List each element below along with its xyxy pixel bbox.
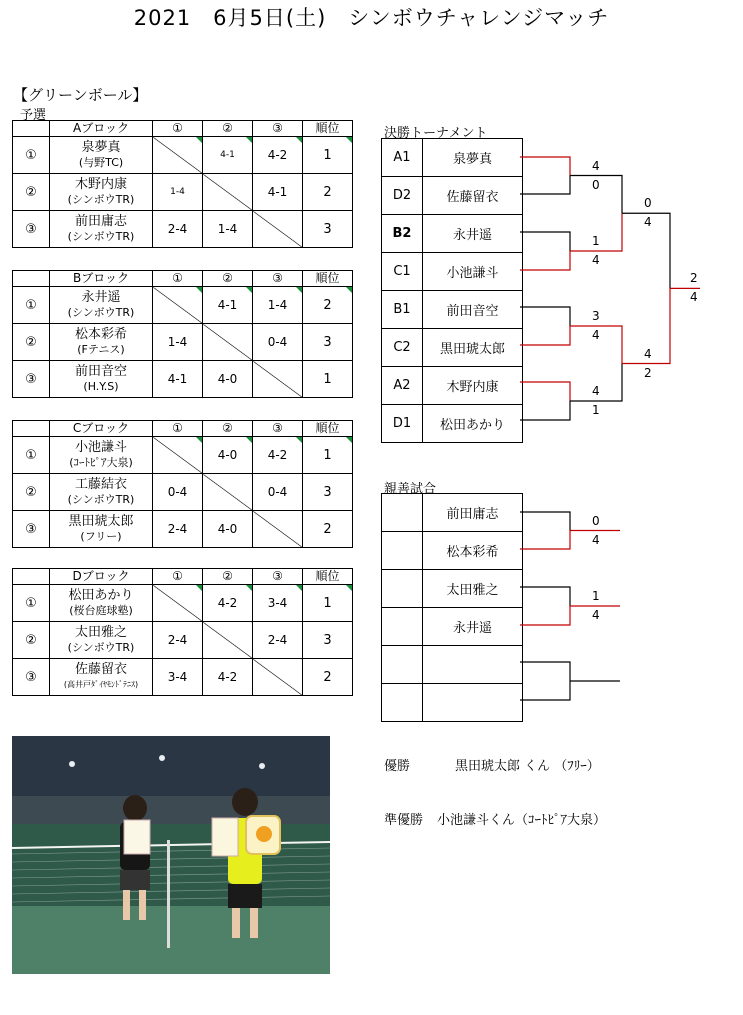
rank-cell: 3 (303, 622, 353, 659)
friendly-blank-cell (382, 684, 423, 722)
bracket-entry (382, 215, 523, 253)
score-cell: 4-0 (203, 511, 253, 548)
player-club: (高井戸ﾀﾞｲﾔﾓﾝﾄﾞﾃﾆｽ) (63, 680, 139, 689)
player-club: (シンボウTR) (67, 493, 135, 506)
group-header-cell: 順位 (303, 121, 353, 137)
rank-cell: 2 (303, 659, 353, 696)
match-score: 1 (592, 403, 600, 417)
score-cell: 2-4 (153, 211, 203, 248)
seed-cell: C2 (382, 329, 423, 367)
group-title: Bブロック (50, 271, 153, 287)
player-number: ② (13, 622, 50, 659)
bracket-winner-line (520, 157, 570, 176)
friendly-player-name: 松本彩希 (423, 532, 523, 570)
group-header-corner (13, 421, 50, 437)
self-match-cell (203, 474, 253, 511)
player-cell (50, 659, 153, 696)
bracket-entry (382, 405, 523, 443)
cell-marker-icon (346, 585, 352, 591)
winner-name: 黒田琥太郎 くん （ﾌﾘｰ） (455, 759, 600, 774)
player-name: 小池謙斗 (74, 440, 127, 455)
player-club: (フリー) (80, 530, 122, 543)
player-cell (50, 211, 153, 248)
seed-cell: D1 (382, 405, 423, 443)
score-cell: 1-4 (153, 174, 203, 211)
match-score: 1 (592, 234, 600, 248)
award-photo (12, 736, 330, 974)
semifinal-score: 4 (644, 215, 652, 230)
cell-marker-icon (196, 437, 202, 443)
score-cell: 4-2 (203, 659, 253, 696)
score-cell: 0-4 (253, 324, 303, 361)
rank-cell: 3 (303, 324, 353, 361)
friendly-blank-cell (382, 646, 423, 684)
group-header-cell: ① (153, 569, 203, 585)
cell-marker-icon (346, 437, 352, 443)
player-club: (シンボウTR) (67, 230, 135, 243)
bracket-winner-line (520, 606, 570, 625)
winner-label: 優勝 (384, 759, 411, 774)
friendly-entry (382, 494, 523, 532)
score-cell: 2-4 (253, 622, 303, 659)
cell-marker-icon (196, 287, 202, 293)
prelim-label: 予選 (20, 108, 47, 123)
score-cell: 1-4 (203, 211, 253, 248)
group-table (12, 270, 353, 398)
group-header-cell: ③ (253, 569, 303, 585)
rank-cell: 3 (303, 474, 353, 511)
player-club: (ｺｰﾄﾋﾟｱ大泉) (69, 456, 133, 469)
seed-cell: B2 (382, 215, 423, 253)
player-number: ① (13, 137, 50, 174)
group-header-cell: ② (203, 271, 253, 287)
group-table (12, 120, 353, 248)
group-title: Aブロック (50, 121, 153, 137)
score-cell: 4-2 (253, 437, 303, 474)
bracket-line (520, 232, 570, 251)
player-name: 太田雅之 (74, 625, 127, 640)
rank-cell: 1 (303, 137, 353, 174)
self-match-cell (153, 287, 203, 324)
player-number: ① (13, 585, 50, 622)
rank-cell: 2 (303, 287, 353, 324)
player-name: 佐藤留衣 (74, 662, 127, 677)
group-header-cell: ③ (253, 271, 303, 287)
category-label: 【グリーンボール】 (13, 86, 148, 104)
bracket-player-name: 木野内康 (423, 367, 523, 405)
rank-cell: 1 (303, 361, 353, 398)
player-number: ② (13, 324, 50, 361)
score-cell: 1-4 (253, 287, 303, 324)
group-row (13, 361, 353, 398)
match-score: 4 (592, 384, 600, 398)
player-number: ② (13, 474, 50, 511)
score-cell: 4-1 (203, 137, 253, 174)
group-header-cell: ① (153, 121, 203, 137)
self-match-cell (153, 137, 203, 174)
player-name: 泉夢真 (81, 140, 121, 155)
player-number: ① (13, 437, 50, 474)
bracket-entry (382, 291, 523, 329)
player-cell (50, 324, 153, 361)
self-match-cell (253, 659, 303, 696)
group-row (13, 174, 353, 211)
bracket-player-name: 小池謙斗 (423, 253, 523, 291)
cell-marker-icon (296, 437, 302, 443)
seed-cell: A1 (382, 139, 423, 177)
group-title: Cブロック (50, 421, 153, 437)
group-row (13, 585, 353, 622)
match-score: 3 (592, 309, 600, 323)
cell-marker-icon (296, 287, 302, 293)
score-cell: 4-0 (203, 437, 253, 474)
match-score: 0 (592, 177, 600, 192)
bracket-line (520, 512, 570, 531)
friendly-table (381, 493, 523, 722)
group-header-cell: ② (203, 121, 253, 137)
score-cell: 3-4 (153, 659, 203, 696)
player-club: (桜台庭球塾) (69, 604, 133, 617)
player-name: 永井遥 (81, 290, 121, 305)
friendly-entry (382, 646, 523, 684)
cell-marker-icon (246, 437, 252, 443)
friendly-score: 0 (592, 513, 600, 528)
self-match-cell (253, 211, 303, 248)
score-cell: 2-4 (153, 511, 203, 548)
cell-marker-icon (296, 585, 302, 591)
player-number: ② (13, 174, 50, 211)
friendly-entry (382, 684, 523, 722)
self-match-cell (203, 324, 253, 361)
cell-marker-icon (196, 137, 202, 143)
friendly-entry (382, 532, 523, 570)
player-club: (H.Y.S) (83, 380, 119, 393)
player-name: 松田あかり (68, 588, 134, 603)
player-number: ③ (13, 211, 50, 248)
semifinal-score: 0 (644, 196, 652, 211)
rank-cell: 2 (303, 174, 353, 211)
player-name: 松本彩希 (74, 327, 127, 342)
runnerup-name: 小池謙斗くん（ｺｰﾄﾋﾟｱ大泉） (437, 813, 607, 828)
player-number: ① (13, 287, 50, 324)
player-cell (50, 361, 153, 398)
player-cell (50, 287, 153, 324)
group-header-cell: ② (203, 569, 253, 585)
player-number: ③ (13, 659, 50, 696)
runnerup-label: 準優勝 (384, 813, 424, 828)
player-name: 前田庸志 (74, 214, 127, 229)
final-label: 決勝トーナメント (384, 126, 488, 141)
rank-cell: 2 (303, 511, 353, 548)
self-match-cell (153, 585, 203, 622)
bracket-winner-line (520, 531, 570, 550)
bracket-player-name: 永井遥 (423, 215, 523, 253)
player-cell (50, 474, 153, 511)
score-cell: 2-4 (153, 622, 203, 659)
player-number: ③ (13, 511, 50, 548)
match-score: 4 (592, 253, 600, 267)
player-club: (シンボウTR) (67, 641, 135, 654)
player-name: 木野内康 (74, 177, 127, 192)
group-row (13, 622, 353, 659)
bracket-entry (382, 253, 523, 291)
cell-marker-icon (196, 585, 202, 591)
cell-marker-icon (246, 287, 252, 293)
group-row (13, 659, 353, 696)
group-row (13, 474, 353, 511)
group-header-corner (13, 569, 50, 585)
group-row (13, 287, 353, 324)
cell-marker-icon (346, 137, 352, 143)
score-cell: 4-1 (203, 287, 253, 324)
bracket-line (520, 401, 570, 420)
bracket-player-name: 泉夢真 (423, 139, 523, 177)
player-cell (50, 585, 153, 622)
friendly-player-name (423, 684, 523, 722)
semifinal-score: 2 (644, 365, 652, 380)
self-match-cell (153, 437, 203, 474)
group-table (12, 568, 353, 696)
final-bracket-lines (520, 138, 700, 448)
friendly-blank-cell (382, 608, 423, 646)
player-club: (シンボウTR) (67, 306, 135, 319)
bracket-entry (382, 139, 523, 177)
self-match-cell (203, 174, 253, 211)
player-cell (50, 511, 153, 548)
self-match-cell (253, 361, 303, 398)
group-header-cell: 順位 (303, 569, 353, 585)
bracket-entry (382, 367, 523, 405)
group-header-corner (13, 271, 50, 287)
group-header-cell: ① (153, 421, 203, 437)
group-header-cell: 順位 (303, 271, 353, 287)
bracket-winner-line (520, 251, 570, 270)
group-row (13, 437, 353, 474)
cell-marker-icon (246, 585, 252, 591)
friendly-entry (382, 608, 523, 646)
self-match-cell (253, 511, 303, 548)
score-cell: 3-4 (253, 585, 303, 622)
score-cell: 4-2 (253, 137, 303, 174)
group-row (13, 211, 353, 248)
score-cell: 4-2 (203, 585, 253, 622)
score-cell: 0-4 (253, 474, 303, 511)
bracket-winner-line (520, 326, 570, 345)
match-score: 4 (592, 158, 600, 173)
friendly-score: 4 (592, 608, 600, 622)
bracket-line (520, 662, 570, 681)
bracket-entry (382, 177, 523, 215)
player-club: (シンボウTR) (67, 193, 135, 206)
friendly-label: 親善試合 (384, 482, 437, 497)
score-cell: 4-1 (153, 361, 203, 398)
group-row (13, 324, 353, 361)
score-cell: 0-4 (153, 474, 203, 511)
player-club: (与野TC) (78, 156, 124, 169)
player-cell (50, 174, 153, 211)
rank-cell: 1 (303, 585, 353, 622)
group-table (12, 420, 353, 548)
bracket-winner-line (520, 382, 570, 401)
bracket-line (520, 587, 570, 606)
group-row (13, 511, 353, 548)
player-name: 前田音空 (74, 364, 127, 379)
score-cell: 1-4 (153, 324, 203, 361)
self-match-cell (203, 622, 253, 659)
group-row (13, 137, 353, 174)
friendly-player-name (423, 646, 523, 684)
semifinal-score: 4 (644, 346, 652, 361)
seed-cell: A2 (382, 367, 423, 405)
group-header-cell: 順位 (303, 421, 353, 437)
friendly-player-name: 太田雅之 (423, 570, 523, 608)
cell-marker-icon (346, 287, 352, 293)
player-cell (50, 437, 153, 474)
seed-cell: B1 (382, 291, 423, 329)
score-cell: 4-0 (203, 361, 253, 398)
score-cell: 4-1 (253, 174, 303, 211)
bracket-entry (382, 329, 523, 367)
match-score: 4 (592, 328, 600, 342)
friendly-blank-cell (382, 532, 423, 570)
friendly-bracket-lines (520, 493, 630, 723)
player-cell (50, 137, 153, 174)
bracket-line (520, 681, 570, 700)
bracket-line (520, 307, 570, 326)
friendly-score: 1 (592, 589, 600, 603)
cell-marker-icon (296, 137, 302, 143)
final-bracket-table (381, 138, 523, 443)
bracket-player-name: 黒田琥太郎 (423, 329, 523, 367)
page-title: 2021 6月5日(土) シンボウチャレンジマッチ (133, 6, 610, 30)
friendly-blank-cell (382, 494, 423, 532)
bracket-line (520, 176, 570, 195)
group-header-corner (13, 121, 50, 137)
group-header-cell: ③ (253, 121, 303, 137)
player-name: 黒田琥太郎 (68, 514, 134, 529)
final-score: 2 (690, 271, 698, 286)
bracket-player-name: 前田音空 (423, 291, 523, 329)
rank-cell: 3 (303, 211, 353, 248)
friendly-score: 4 (592, 532, 600, 547)
friendly-player-name: 永井遥 (423, 608, 523, 646)
rank-cell: 1 (303, 437, 353, 474)
group-title: Dブロック (50, 569, 153, 585)
player-club: (Fテニス) (77, 343, 125, 356)
bracket-player-name: 松田あかり (423, 405, 523, 443)
seed-cell: D2 (382, 177, 423, 215)
group-header-cell: ① (153, 271, 203, 287)
friendly-entry (382, 570, 523, 608)
seed-cell: C1 (382, 253, 423, 291)
group-header-cell: ③ (253, 421, 303, 437)
player-number: ③ (13, 361, 50, 398)
bracket-player-name: 佐藤留衣 (423, 177, 523, 215)
friendly-blank-cell (382, 570, 423, 608)
player-name: 工藤結衣 (74, 477, 127, 492)
final-score: 4 (690, 290, 698, 305)
player-cell (50, 622, 153, 659)
friendly-player-name: 前田庸志 (423, 494, 523, 532)
group-header-cell: ② (203, 421, 253, 437)
cell-marker-icon (246, 137, 252, 143)
